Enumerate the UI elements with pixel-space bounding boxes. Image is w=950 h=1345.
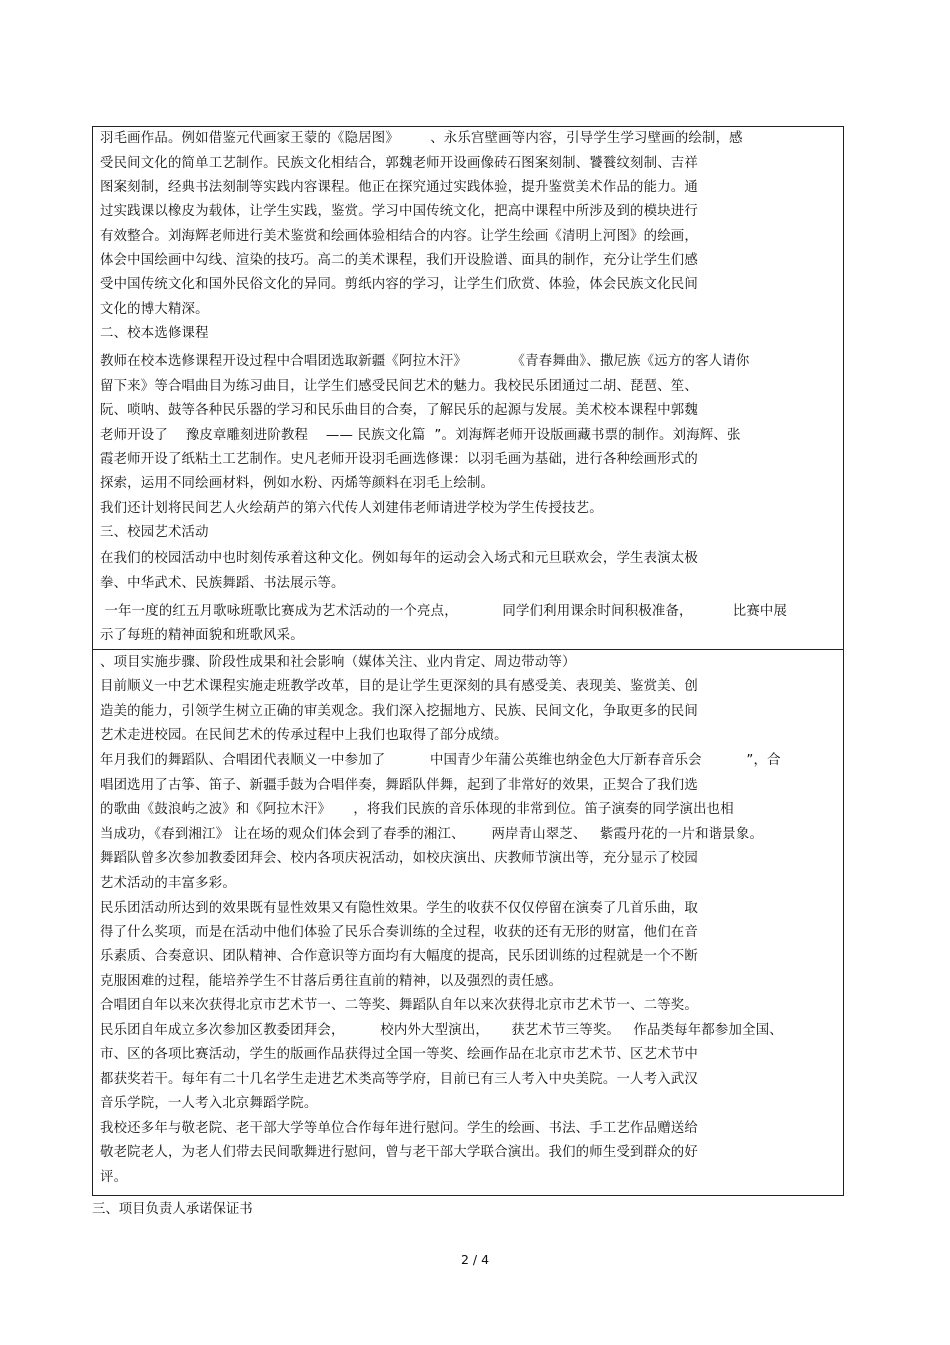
text-line: 霞老师开设了纸粘土工艺制作。史凡老师开设羽毛画选修课：以羽毛画为基础，进行各种绘画形式的 <box>100 452 698 467</box>
text-line: 年月我们的舞蹈队、合唱团代表顺义一中参加了 中国青少年蒲公英维也纳金色大厅新春音乐会 ”，合 <box>100 753 781 768</box>
text-line: 有效整合。刘海辉老师进行美术鉴赏和绘画体验相结合的内容。让学生绘画《清明上河图》的绘画， <box>100 229 698 244</box>
text-line: 唱团选用了古筝、笛子、新疆手鼓为合唱伴奏，舞蹈队伴舞，起到了非常好的效果，正契合了我们选 <box>100 778 698 793</box>
text-line: 图案刻制，经典书法刻制等实践内容课程。他正在探究通过实践体验，提升鉴赏美术作品的能力。通 <box>100 180 698 195</box>
section-heading-elective: 二、校本选修课程 <box>100 326 209 341</box>
text-line: 目前顺义一中艺术课程实施走班教学改革，目的是让学生更深刻的具有感受美、表现美、鉴赏美、创 <box>100 679 698 694</box>
text-line: 合唱团自年以来次获得北京市艺术节一、二等奖、舞蹈队自年以来次获得北京市艺术节一、二等奖。 <box>100 998 698 1013</box>
text-line: 羽毛画作品。例如借鉴元代画家王蒙的《隐居图》 、永乐宫壁画等内容，引导学生学习壁画的绘制，感 <box>100 131 743 146</box>
text-line: 音乐学院，一人考入北京舞蹈学院。 <box>100 1096 318 1111</box>
text-line: 我校还多年与敬老院、老干部大学等单位合作每年进行慰问。学生的绘画、书法、手工艺作品赠送给 <box>100 1121 698 1136</box>
text-line: 一年一度的红五月歌咏班歌比赛成为艺术活动的一个亮点， 同学们利用课余时间积极准备， 比赛中展 <box>100 604 788 619</box>
text-line: 示了每班的精神面貌和班歌风采。 <box>100 628 304 643</box>
section-heading-activities: 三、校园艺术活动 <box>100 525 209 540</box>
text-line: 造美的能力，引领学生树立正确的审美观念。我们深入挖掘地方、民族、民间文化，争取更多的民间 <box>100 704 698 719</box>
text-line: 市、区的各项比赛活动，学生的版画作品获得过全国一等奖、绘画作品在北京市艺术节、区艺术节中 <box>100 1047 698 1062</box>
text-line: 体会中国绘画中勾线、渲染的技巧。高二的美术课程，我们开设脸谱、面具的制作，充分让学生们感 <box>100 253 698 268</box>
text-line: 民乐团活动所达到的效果既有显性效果又有隐性效果。学生的收获不仅仅停留在演奏了几首乐曲，取 <box>100 901 698 916</box>
text-line: 受中国传统文化和国外民俗文化的异同。剪纸内容的学习，让学生们欣赏、体验，体会民族文化民间 <box>100 277 698 292</box>
text-line: 在我们的校园活动中也时刻传承着这种文化。例如每年的运动会入场式和元旦联欢会，学生表演太极 <box>100 551 698 566</box>
text-line: 教师在校本选修课程开设过程中合唱团选取新疆《阿拉木汗》 《青春舞曲》、撒尼族《远方的客人请你 <box>100 354 750 369</box>
text-line: 文化的博大精深。 <box>100 302 209 317</box>
text-line: 评。 <box>100 1170 128 1185</box>
text-line: 留下来》等合唱曲目为练习曲目，让学生们感受民间艺术的魅力。我校民乐团通过二胡、琵琶、笙、 <box>100 379 698 394</box>
text-line: 我们还计划将民间艺人火绘葫芦的第六代传人刘建伟老师请进学校为学生传授技艺。 <box>100 501 603 516</box>
text-line: 探索，运用不同绘画材料，例如水粉、丙烯等颜料在羽毛上绘制。 <box>100 476 495 491</box>
text-line: 阮、唢呐、鼓等各种民乐器的学习和民乐曲目的合奏，了解民乐的起源与发展。美术校本课程中郭魏 <box>100 403 698 418</box>
text-line: 乐素质、合奏意识、团队精神、合作意识等方面均有大幅度的提高，民乐团训练的过程就是一个不断 <box>100 949 698 964</box>
text-line: 民乐团自年成立多次参加区教委团拜会， 校内外大型演出， 获艺术节三等奖。 作品类每年都参加全国、 <box>100 1023 783 1038</box>
text-line: 艺术走进校园。在民间艺术的传承过程中上我们也取得了部分成绩。 <box>100 728 508 743</box>
section-heading-commitment: 三、项目负责人承诺保证书 <box>92 1202 253 1217</box>
text-line: 受民间文化的简单工艺制作。民族文化相结合，郭魏老师开设画像砖石图案刻制、饕餮纹刻制、吉祥 <box>100 156 698 171</box>
text-line: 过实践课以橡皮为载体，让学生实践，鉴赏。学习中国传统文化，把高中课程中所涉及到的模块进行 <box>100 204 698 219</box>
text-line: 的歌曲《鼓浪屿之波》和《阿拉木汗》 ，将我们民族的音乐体现的非常到位。笛子演奏的同学演出也相 <box>100 802 734 817</box>
text-line: 得了什么奖项，而是在活动中他们体验了民乐合奏训练的全过程，收获的还有无形的财富，他们在音 <box>100 925 698 940</box>
text-line: 舞蹈队曾多次参加教委团拜会、校内各项庆祝活动，如校庆演出、庆教师节演出等，充分显示了校园 <box>100 851 698 866</box>
text-line: 敬老院老人，为老人们带去民间歌舞进行慰问，曾与老干部大学联合演出。我们的师生受到群众的好 <box>100 1145 698 1160</box>
text-line: 当成功，《春到湘江》 让在场的观众们体会到了春季的湘江、 两岸青山翠芝、 紫霞丹花的一片和谐景象。 <box>100 827 764 842</box>
text-line: 拳、中华武术、民族舞蹈、书法展示等。 <box>100 576 345 591</box>
text-line: 克服困难的过程，能培养学生不甘落后勇往直前的精神，以及强烈的责任感。 <box>100 974 563 989</box>
page-number: 2 / 4 <box>460 1252 490 1267</box>
text-line: 都获奖若干。每年有二十几名学生走进艺术类高等学府，目前已有三人考入中央美院。一人考入武汉 <box>100 1072 698 1087</box>
section-heading-implementation: 、项目实施步骤、阶段性成果和社会影响（媒体关注、业内肯定、周边带动等） <box>100 655 576 670</box>
text-line: 老师开设了 豫皮章雕刻进阶教程 —— 民族文化篇 ”。刘海辉老师开设版画藏书票的制作。刘海辉、张 <box>100 428 741 443</box>
text-line: 艺术活动的丰富多彩。 <box>100 876 236 891</box>
